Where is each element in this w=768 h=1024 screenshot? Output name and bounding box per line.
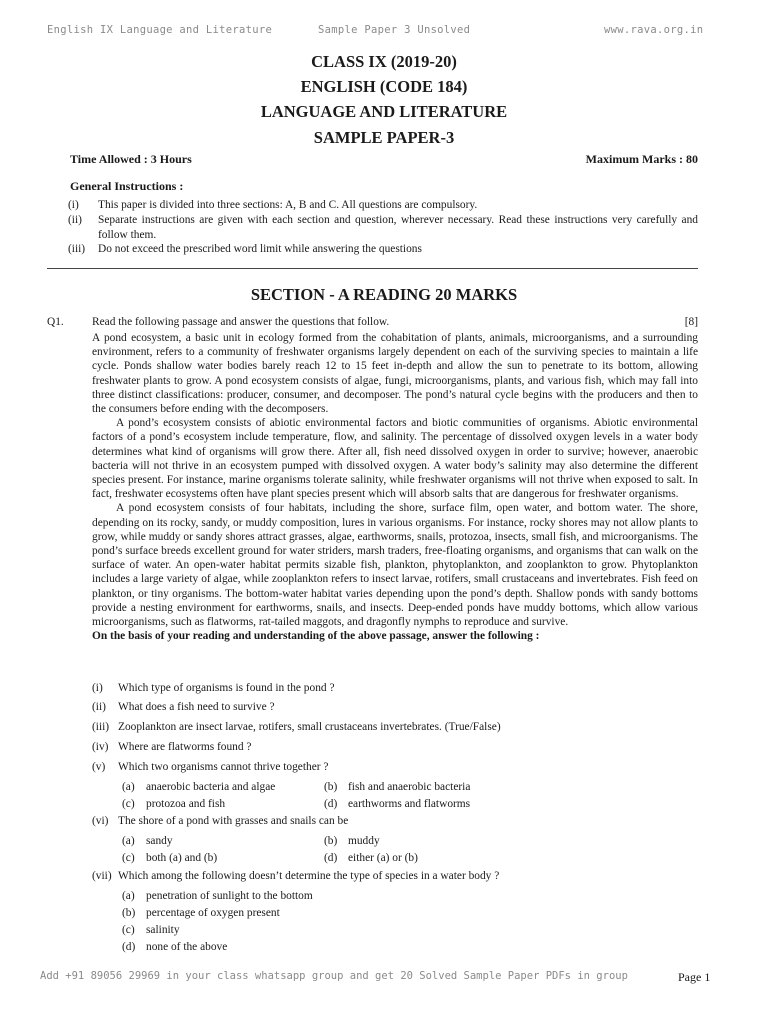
sub-question-text: Zooplankton are insect larvae, rotifers, small crustaceans invertebrates. (True/False)	[118, 721, 501, 733]
passage-paragraph: A pond ecosystem, a basic unit in ecology formed from the cohabitation of plants, animals, microorganisms, and a surrounding environment, refers to a community of freshwater organisms largely dependent on each of the surviving species to maintain a life cycle. Ponds shallow water bodies barely reach 12 to 15 feet in-depth and allow the sun to penetrate to its bottom, allowing freshwater plants to grow. A pond ecosystem consists of algae, fungi, microorganisms, plants, and various fish, which may fall into three distinct classifications: producer, consumer, and decomposer. The pond’s natural cycle begins with the producers and then to the consumers before ending with the decomposers.	[92, 332, 698, 416]
option	[122, 907, 280, 919]
option-label: (d)	[122, 941, 136, 953]
option-label: (c)	[122, 852, 135, 864]
footer-promo: Add +91 89056 29969 in your class whatsapp group and get 20 Solved Sample Paper PDFs in group	[40, 970, 628, 982]
option-label: (a)	[122, 781, 135, 793]
option	[122, 890, 313, 902]
general-instructions-heading: General Instructions :	[70, 179, 184, 193]
header-center: Sample Paper 3 Unsolved	[318, 24, 471, 36]
option	[324, 781, 470, 793]
header-left: English IX Language and Literature	[47, 24, 273, 36]
sub-question-text: Which two organisms cannot thrive together ?	[118, 761, 329, 773]
passage	[92, 331, 698, 643]
option-label: (d)	[324, 852, 338, 864]
option-text: percentage of oxygen present	[146, 907, 280, 919]
instruction-text: Separate instructions are given with each section and question, wherever necessary. Read these instructions very carefully and follow them.	[98, 214, 698, 241]
header-right: www.rava.org.in	[604, 24, 704, 36]
time-allowed: Time Allowed : 3 Hours	[70, 152, 192, 166]
option-label: (a)	[122, 835, 135, 847]
sub-question-number: (iii)	[92, 721, 110, 733]
option	[122, 924, 180, 936]
instruction-text: This paper is divided into three sections: A, B and C. All questions are compulsory.	[98, 199, 478, 211]
sub-question-number: (iv)	[92, 741, 109, 753]
title-paper: SAMPLE PAPER-3	[313, 128, 455, 147]
option	[324, 852, 418, 864]
sub-question-text: Which among the following doesn’t determine the type of species in a water body ?	[118, 870, 500, 882]
option	[122, 835, 173, 847]
option	[324, 835, 380, 847]
sub-question-number: (i)	[92, 682, 103, 694]
option	[122, 852, 217, 864]
option-text: either (a) or (b)	[348, 852, 418, 864]
sub-question-number: (v)	[92, 761, 106, 773]
question-prompt: Read the following passage and answer the questions that follow.	[92, 316, 390, 328]
option-label: (d)	[324, 798, 338, 810]
option-label: (b)	[324, 781, 338, 793]
question-marks: [8]	[684, 316, 698, 328]
option-label: (b)	[122, 907, 136, 919]
option-text: earthworms and flatworms	[348, 798, 471, 810]
instruction-item	[68, 198, 698, 213]
option-text: penetration of sunlight to the bottom	[146, 890, 313, 902]
option-text: sandy	[146, 835, 173, 847]
passage-paragraph: A pond ecosystem consists of four habitats, including the shore, surface film, open water, and bottom water. The shore, depending on its rocky, sandy, or muddy composition, lures in various organisms. For instance, rocky shores may not allow plants to grow, while muddy or sandy shores attract grasses, algae, earthworms, snails, protozoa, insects, small fish, and microorganisms. The pond’s surface breeds excellent ground for water striders, marsh traders, free-floating organisms, and organisms that can walk on the surface of water. An open-water habitat permits sizable fish, plankton, phytoplankton, and zooplankton to grow. Phytoplankton includes a large variety of algae, while zooplankton refers to insect larvae, rotifers, small crustaceans and invertebrates. Fish feed on plankton, or tiny organisms. The bottom-water habitat varies depending upon the pond’s depth. Shallow ponds with sandy bottoms provide a nesting environment for earthworms, snails, and insects. Deep-ended ponds have muddy bottoms, which allow various microorganisms, such as flatworms, rat-tailed maggots, and dragonfly nymphs to reproduce and survive.	[92, 502, 698, 629]
sub-question-text: Which type of organisms is found in the pond ?	[118, 682, 335, 694]
option-text: anaerobic bacteria and algae	[146, 781, 276, 793]
instruction-text: Do not exceed the prescribed word limit while answering the questions	[98, 243, 422, 255]
title-course: LANGUAGE AND LITERATURE	[260, 102, 508, 121]
question-prompt-line	[92, 316, 698, 328]
sub-question-text: The shore of a pond with grasses and snails can be	[118, 815, 349, 827]
divider	[47, 268, 698, 269]
option	[324, 798, 470, 810]
option-text: both (a) and (b)	[146, 852, 218, 864]
instruction-number: (iii)	[68, 243, 86, 255]
option-text: fish and anaerobic bacteria	[348, 781, 471, 793]
sub-question-number: (vii)	[92, 870, 112, 882]
instruction-item	[68, 213, 698, 242]
option-text: salinity	[146, 924, 180, 936]
sub-question-number: (vi)	[92, 815, 109, 827]
option-label: (c)	[122, 924, 135, 936]
option-label: (b)	[324, 835, 338, 847]
section-title: SECTION - A READING 20 MARKS	[250, 285, 518, 304]
instruction-number: (i)	[68, 199, 79, 211]
answer-instruction: On the basis of your reading and understanding of the above passage, answer the following :	[92, 630, 540, 643]
option-text: muddy	[348, 835, 380, 847]
instruction-item	[68, 242, 698, 257]
sub-question-text: Where are flatworms found ?	[118, 741, 252, 753]
option	[122, 798, 225, 810]
passage-paragraph: A pond’s ecosystem consists of abiotic environmental factors and biotic communities of organisms. Abiotic environmental factors of a pond’s ecosystem include temperature, flow, and salinity. The percentage of dissolved oxygen levels in a water body determines what kind of organisms will grow there. After all, fish need dissolved oxygen in order to survive; however, anaerobic bacteria will not thrive in an ecosystem pumped with dissolved oxygen. A water body’s salinity may also determine the different species present. For instance, marine organisms tolerate salinity, while freshwater organisms will not thrive when exposed to salt. In fact, freshwater ecosystems often have plant species present which will absorb salts that are dangerous for freshwater organisms.	[92, 417, 698, 501]
option-label: (a)	[122, 890, 135, 902]
option	[122, 941, 227, 953]
option-text: none of the above	[146, 941, 228, 953]
maximum-marks: Maximum Marks : 80	[585, 152, 698, 166]
title-class: CLASS IX (2019-20)	[311, 52, 457, 71]
title-subject: ENGLISH (CODE 184)	[300, 77, 468, 96]
sub-question-number: (ii)	[92, 701, 106, 713]
instruction-number: (ii)	[68, 214, 82, 226]
sub-question-text: What does a fish need to survive ?	[118, 701, 275, 713]
option	[122, 781, 275, 793]
question-number: Q1.	[47, 316, 64, 328]
option-label: (c)	[122, 798, 135, 810]
option-text: protozoa and fish	[146, 798, 226, 810]
page-number: Page 1	[678, 970, 711, 984]
